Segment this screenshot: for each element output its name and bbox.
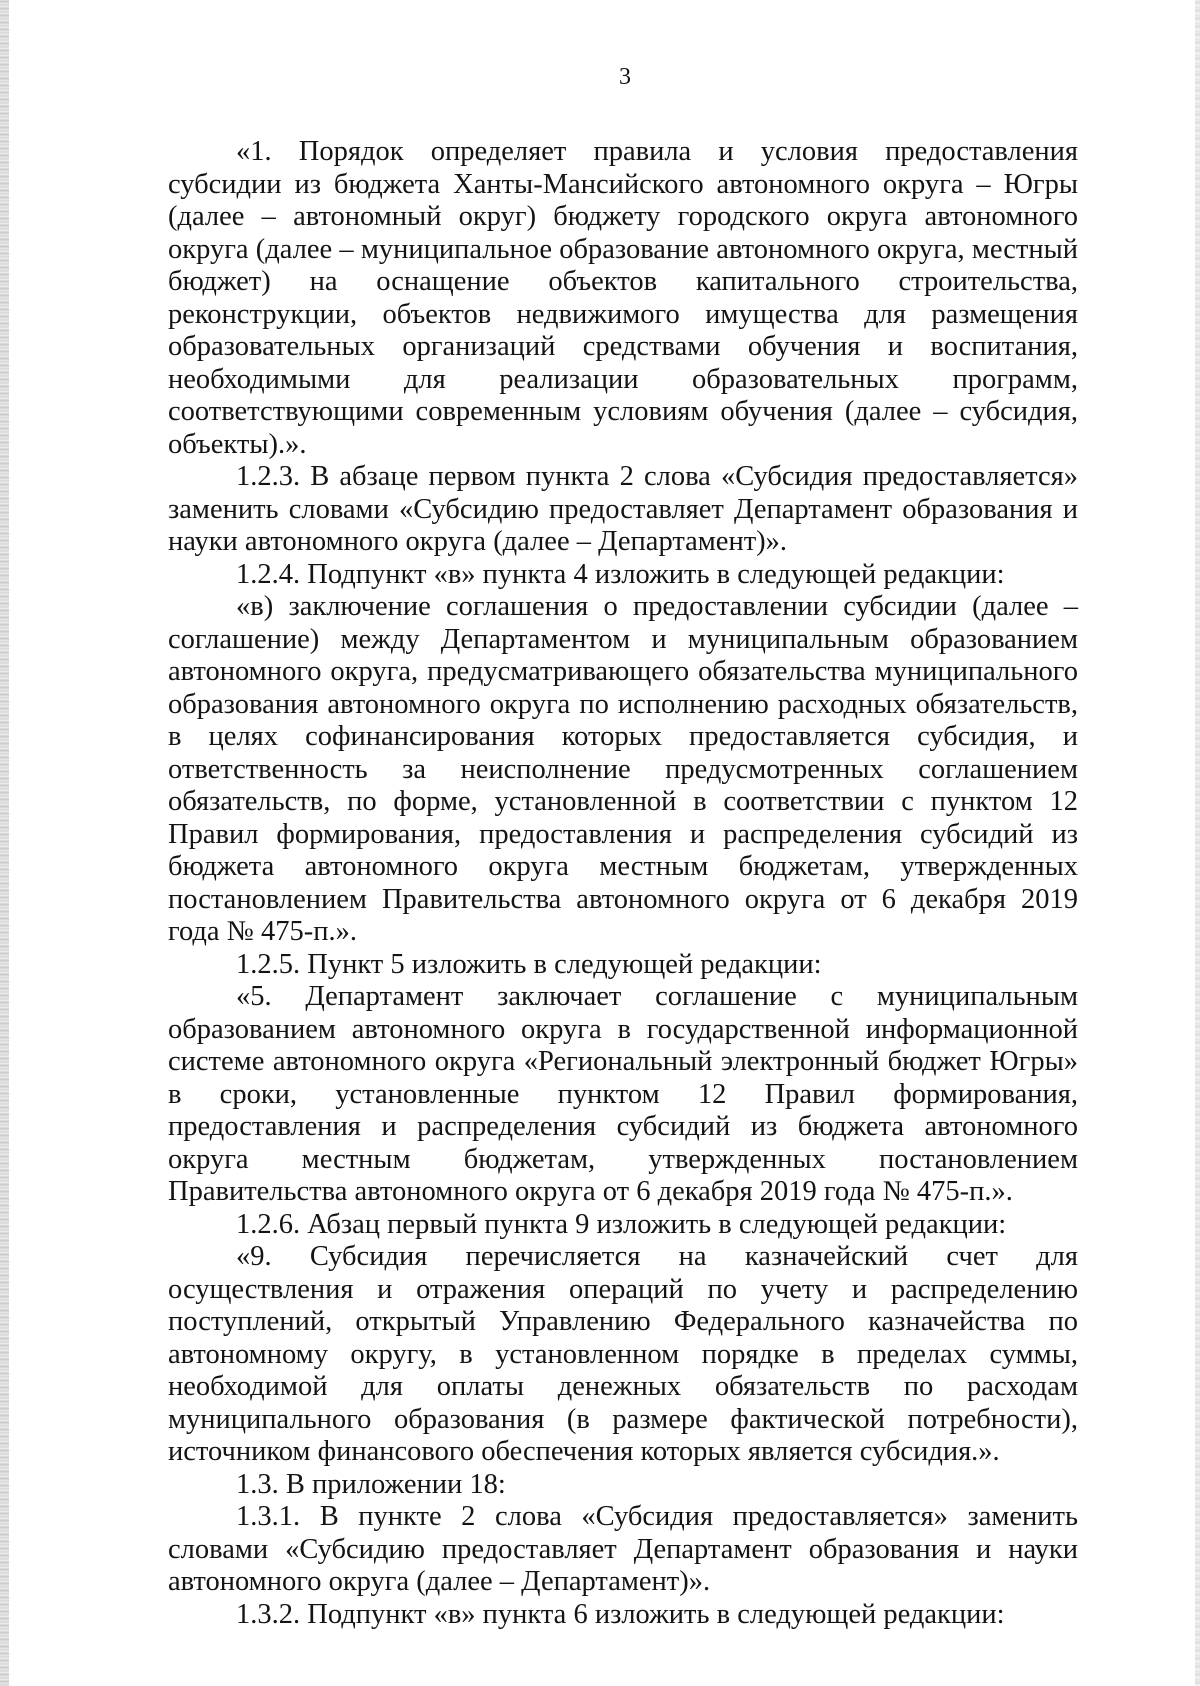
paragraph-1-3-2: 1.3.2. Подпункт «в» пункта 6 изложить в следующей редакции: [236, 1598, 1005, 1630]
scan-edge-left [0, 0, 9, 1686]
paragraph-clause-9: «9. Субсидия перечисляется на казначейский счет для осуществления и отражения операций по учету и распределению поступлений, открытый Управлению Федерального казначейства по автономному округу, в установленном порядке в пределах суммы, необходимой для оплаты денежных обязательств по расходам муниципального образования (в размере фактической потребности), источником финансового обеспечения которых является субсидия.». [168, 1241, 1078, 1467]
paragraph-1-2-5: 1.2.5. Пункт 5 изложить в следующей редакции: [236, 948, 822, 980]
page-number: 3 [619, 64, 631, 90]
paragraph-clause-5: «5. Департамент заключает соглашение с муниципальным образованием автономного округа в государственной информационной системе автономного округа «Региональный электронный бюджет Югры» в сроки, установленные пунктом 12 Правил формирования, предоставления и распределения субсидий из бюджета автономного округа местным бюджетам, утвержденных постановлением Правительства автономного округа от 6 декабря 2019 года № 475-п.». [168, 981, 1078, 1207]
paragraph-subclause-v: «в) заключение соглашения о предоставлении субсидии (далее – соглашение) между Департаментом и муниципальным образованием автономного округа, предусматривающего обязательства муниципального образования автономного округа по исполнению расходных обязательств, в целях софинансирования которых предоставляется субсидия, и ответственность за неисполнение предусмотренных соглашением обязательств, по форме, установленной в соответствии с пунктом 12 Правил формирования, предоставления и распределения субсидий из бюджета автономного округа местным бюджетам, утвержденных постановлением Правительства автономного округа от 6 декабря 2019 года № 475-п.». [168, 591, 1078, 947]
paragraph-1-3-1: 1.3.1. В пункте 2 слова «Субсидия предоставляется» заменить словами «Субсидию предоставляет Департамент образования и науки автономного округа (далее – Департамент)». [168, 1501, 1078, 1597]
paragraph-1-2-3: 1.2.3. В абзаце первом пункта 2 слова «Субсидия предоставляется» заменить словами «Субсидию предоставляет Департамент образования и науки автономного округа (далее – Департамент)». [168, 461, 1078, 557]
paragraph-clause-1: «1. Порядок определяет правила и условия предоставления субсидии из бюджета Ханты-Мансийского автономного округа – Югры (далее – автономный округ) бюджету городского округа автономного округа (далее – муниципальное образование автономного округа, местный бюджет) на оснащение объектов капитального строительства, реконструкции, объектов недвижимого имущества для размещения образовательных организаций средствами обучения и воспитания, необходимыми для реализации образовательных программ, соответствующими современным условиям обучения (далее – субсидия, объекты).». [168, 136, 1078, 460]
paragraph-1-3: 1.3. В приложении 18: [236, 1468, 506, 1500]
document-body [168, 136, 1078, 1631]
paragraph-1-2-6: 1.2.6. Абзац первый пункта 9 изложить в следующей редакции: [236, 1208, 1007, 1240]
scan-edge-right [1195, 0, 1200, 1686]
paragraph-1-2-4: 1.2.4. Подпункт «в» пункта 4 изложить в следующей редакции: [236, 558, 1005, 590]
